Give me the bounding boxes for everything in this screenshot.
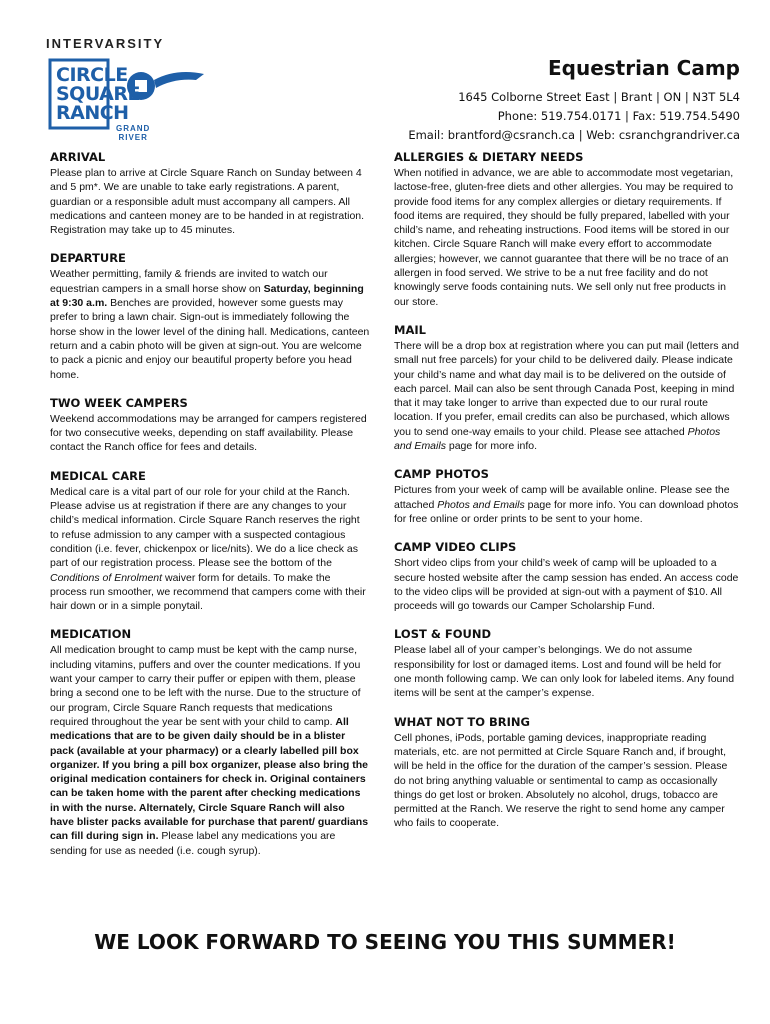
body-text: page for more info.: [445, 440, 538, 453]
page-title: Equestrian Camp: [548, 56, 740, 80]
section-body: [50, 485, 370, 614]
body-text: page for more info. You can download photos for free online or order prints to be sent to your home.: [394, 498, 739, 525]
contact-header: [408, 56, 740, 145]
body-italic-text: Photos and Emails: [437, 498, 525, 511]
section-title: CAMP VIDEO CLIPS: [394, 540, 517, 555]
section-two-week-campers: [50, 396, 370, 455]
closing-banner: WE LOOK FORWARD TO SEEING YOU THIS SUMMER!: [94, 930, 676, 954]
section-camp-photos: [394, 467, 740, 526]
body-italic-text: Conditions of Enrolment: [50, 571, 163, 584]
section-body: [394, 339, 740, 453]
section-allergies: [394, 150, 740, 309]
circle-square-ranch-logo: [46, 36, 216, 148]
logo-line-circle: CIRCLE: [56, 64, 128, 86]
left-column: [50, 150, 370, 872]
section-body: Weekend accommodations may be arranged for campers registered for two consecutive weeks, depending on staff availability. Please contact the Ranch office for fees and details.: [50, 412, 367, 454]
section-arrival: [50, 150, 370, 237]
section-what-not-to-bring: [394, 715, 740, 831]
section-body: Short video clips from your child’s week of camp will be uploaded to a secure hosted website after the camp session has ended. An access code to the video clips will be provided at sign-out with a payment of $10. All proceeds will go towards our Camper Scholarship Fund.: [394, 557, 739, 613]
body-text: Please label any medications you are sending for use as needed (i.e. cough syrup).: [50, 830, 336, 857]
grand-river-wordmark: [116, 124, 150, 142]
section-body: [394, 483, 740, 526]
section-body: [50, 267, 370, 381]
body-text: Medical care is a vital part of our role for your child at the Ranch. Please advise us at registration if there are any changes to your child’s medical information. Circle Square Ranch reserves the right to refuse admission to any camper with a suspected contagious condition (i.e. fever, chickenpox or lice/nits). We do a lice check as part of our registration process. Please see the bottom of the: [50, 485, 360, 570]
email-line: Email: brantford@csranch.ca | Web: csranchgrandriver.ca: [408, 128, 740, 142]
ranch-name-wordmark: [56, 66, 140, 123]
right-column: [394, 150, 740, 845]
logo-line-square: SQUARE: [56, 83, 140, 105]
section-title: TWO WEEK CAMPERS: [50, 395, 188, 410]
section-title: MEDICATION: [50, 627, 132, 642]
section-title: LOST & FOUND: [394, 627, 491, 642]
logo-line-grand: GRAND: [116, 124, 151, 133]
section-lost-and-found: [394, 627, 740, 700]
section-body: Please plan to arrive at Circle Square Ranch on Sunday between 4 and 5 pm*. We are unable to take early registrations. A parent, guardian or a responsible adult must accompany all campers. All medications and canteen money are to be handed in at registration. Registration may take up to 45 minutes.: [50, 167, 365, 237]
section-title: ARRIVAL: [50, 150, 106, 164]
section-medical-care: [50, 469, 370, 614]
section-body: Please label all of your camper’s belongings. We do not assume responsibility for lost or damaged items. Lost and found will be held for one month following camp. We can only look for labeled items. Any found items will be sent at the camper’s expense.: [394, 644, 735, 700]
section-title: MAIL: [394, 322, 426, 337]
section-medication: [50, 627, 370, 857]
section-body: Cell phones, iPods, portable gaming devices, inappropriate reading materials, etc. are not permitted at Circle Square Ranch and, if brought, will be held in the office for the duration of the camper’s session. Please do not bring anything valuable or sentimental to camp as occasionally things do get lost or broken. Absolutely no alcohol, drugs, tobacco are permitted at the Ranch. We reserve the right to send home any camper who fails to cooperate.: [394, 731, 728, 830]
logo-line-river: RIVER: [118, 133, 148, 142]
body-bold-text: All medications that are to be given daily should be in a blister pack (available at your pharmacy) or a clearly labelled pill box organizer. If you bring a pill box organizer, please also bring the original medication containers for check in. Original containers can be taken home with the parent after checking medications in with the nurse. Alternately, Circle Square Ranch will also have blister packs available for purchase that parent/ guardians can fill during sign in.: [50, 715, 369, 843]
body-text: There will be a drop box at registration where you can put mail (letters and small nut free parcels) for your child to be delivered daily. Please indicate your child’s name and what day mail is to be delivered on the outside of each parcel. Mail can also be sent through Canada Post, keeping in mind that it may take longer to arrive than expected due to our rural route location. If you prefer, email credits can also be purchased, which allows you to send one-way emails to your child. Please see attached: [394, 339, 739, 438]
section-mail: [394, 323, 740, 453]
section-title: WHAT NOT TO BRING: [394, 714, 531, 729]
body-italic-text: Photos and Emails: [394, 425, 721, 453]
body-bold-text: Saturday, beginning at 9:30 a.m.: [50, 282, 364, 310]
phone-line: Phone: 519.754.0171 | Fax: 519.754.5490: [497, 109, 740, 123]
section-departure: [50, 251, 370, 381]
section-title: CAMP PHOTOS: [394, 467, 489, 482]
body-text: Benches are provided, however some guests may prefer to bring a lawn chair. Sign-out is immediately following the horse show in the lower level of the dining hall. Medications, canteen return and a cabin photo will be given at sign-out. You are welcome to pack a picnic and enjoy our beautiful property before you head home.: [50, 297, 370, 381]
logo-line-ranch: RANCH: [56, 102, 129, 124]
section-body: [50, 643, 370, 857]
body-text: Pictures from your week of camp will be available online. Please see the attached: [394, 484, 730, 511]
section-title: DEPARTURE: [50, 251, 126, 266]
address-line: 1645 Colborne Street East | Brant | ON | N3T 5L4: [458, 90, 740, 104]
body-text: All medication brought to camp must be kept with the camp nurse, including vitamins, puffers and over the counter medications. If you want your camper to carry their puffer or epipen with them, please bring a second one to be left with the nurse. Due to the structure of our program, Circle Square Ranch requests that medications required throughout the year be sent with your child to camp.: [50, 644, 361, 728]
section-title: MEDICAL CARE: [50, 468, 146, 483]
section-title: ALLERGIES & DIETARY NEEDS: [394, 150, 584, 164]
section-body: When notified in advance, we are able to accommodate most vegetarian, lactose-free, gluten-free diets and other allergies. You may be required to provide food items for any complex allergies or dietary requirements. If food items are required, they should be fully prepared, labelled with your child’s name, and reheating instructions. Food items will be stored in our kitchen. Circle Square Ranch will make every effort to accommodate allergies; however, we cannot guarantee that there will be no trace of an allergen in food served. We strive to be a nut free facility and do not knowingly serve foods containing nuts. We sell only nut free products in our store.: [394, 167, 734, 308]
section-camp-video-clips: [394, 540, 740, 613]
body-text: Weather permitting, family & friends are invited to watch our equestrian campers in a small horse show on: [50, 268, 328, 295]
body-text: waiver form for details. To make the process run smoother, we recommend that campers come with their hair down or in a simple ponytail.: [50, 571, 366, 613]
intervarsity-wordmark: INTERVARSITY: [46, 36, 165, 51]
